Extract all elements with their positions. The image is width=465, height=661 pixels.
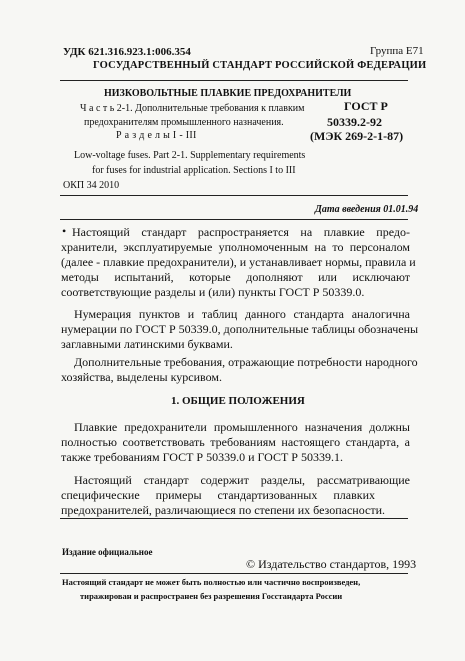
p5-line3: предохранителей, различающиеся по степени их безопасности. xyxy=(61,503,386,517)
footer-divider xyxy=(60,518,408,519)
header-divider xyxy=(60,80,408,81)
title-main: НИЗКОВОЛЬТНЫЕ ПЛАВКИЕ ПРЕДОХРАНИТЕЛИ xyxy=(104,88,352,99)
p1-line2: хранители, эксплуатируемые уполномоченным на то персоналом xyxy=(61,240,410,254)
iec-reference: (МЭК 269-2-1-87) xyxy=(310,129,404,143)
p3-line2: хозяйства, выделены курсивом. xyxy=(61,370,222,384)
gost-code: ГОСТ Р xyxy=(344,99,388,113)
section-heading: 1. ОБЩИЕ ПОЛОЖЕНИЯ xyxy=(171,395,305,407)
okp-code: ОКП 34 2010 xyxy=(63,180,120,191)
copyright: © Издательство стандартов, 1993 xyxy=(246,557,417,571)
gost-number: 50339.2-92 xyxy=(327,115,382,129)
intro-date: Дата введения 01.01.94 xyxy=(315,204,419,215)
group-code: Группа Е71 xyxy=(370,45,424,57)
p2-line3: заглавными латинскими буквами. xyxy=(61,337,233,351)
p2-line2: нумерации по ГОСТ Р 50339.0, дополнительные таблицы обозначены xyxy=(61,322,419,336)
english-title-line1: Low-voltage fuses. Part 2-1. Supplementary requirements xyxy=(74,150,306,161)
p1-line4: методы испытаний, которые дополняют или исключают xyxy=(61,270,410,284)
title-sections: Р а з д е л ы I - III xyxy=(116,130,197,141)
p5-line2: специфические примеры стандартизованных плавких xyxy=(61,488,375,502)
edition-label: Издание официальное xyxy=(62,547,153,557)
p1-line5: соответствующие разделы и (или) пункты ГОСТ Р 50339.0. xyxy=(61,285,365,299)
title-part-line1: Ч а с т ь 2-1. Дополнительные требования к плавким xyxy=(80,103,305,114)
bullet-mark: • xyxy=(62,224,67,238)
p5-line1: Настоящий стандарт содержит разделы, рассматривающие xyxy=(74,473,410,487)
notice-line2: тиражирован и распространен без разрешения Госстандарта России xyxy=(80,591,343,601)
p3-line1: Дополнительные требования, отражающие потребности народного xyxy=(74,355,418,369)
p4-line1: Плавкие предохранители промышленного назначения должны xyxy=(74,420,410,434)
p1-line3: (далее - плавкие предохранители), и устанавливает нормы, правила и xyxy=(61,255,416,269)
notice-line1: Настоящий стандарт не может быть полностью или частично воспроизведен, xyxy=(62,577,361,587)
date-divider xyxy=(60,219,408,220)
p2-line1: Нумерация пунктов и таблиц данного стандарта аналогична xyxy=(74,307,410,321)
title-part-line2: предохранителям промышленного назначения. xyxy=(84,117,284,128)
p4-line3: также требованиям ГОСТ Р 50339.0 и ГОСТ Р 50339.1. xyxy=(61,450,343,464)
title-divider xyxy=(60,195,408,196)
notice-divider xyxy=(60,573,408,574)
udk-code: УДК 621.316.923.1:006.354 xyxy=(63,46,191,58)
p1-line1: Настоящий стандарт распространяется на плавкие предо- xyxy=(72,225,410,239)
english-title-line2: for fuses for industrial application. Sections I to III xyxy=(92,165,296,176)
p4-line2: полностью соответствовать требованиям настоящего стандарта, а xyxy=(61,435,410,449)
standard-org: ГОСУДАРСТВЕННЫЙ СТАНДАРТ РОССИЙСКОЙ ФЕДЕРАЦИИ xyxy=(93,60,427,71)
